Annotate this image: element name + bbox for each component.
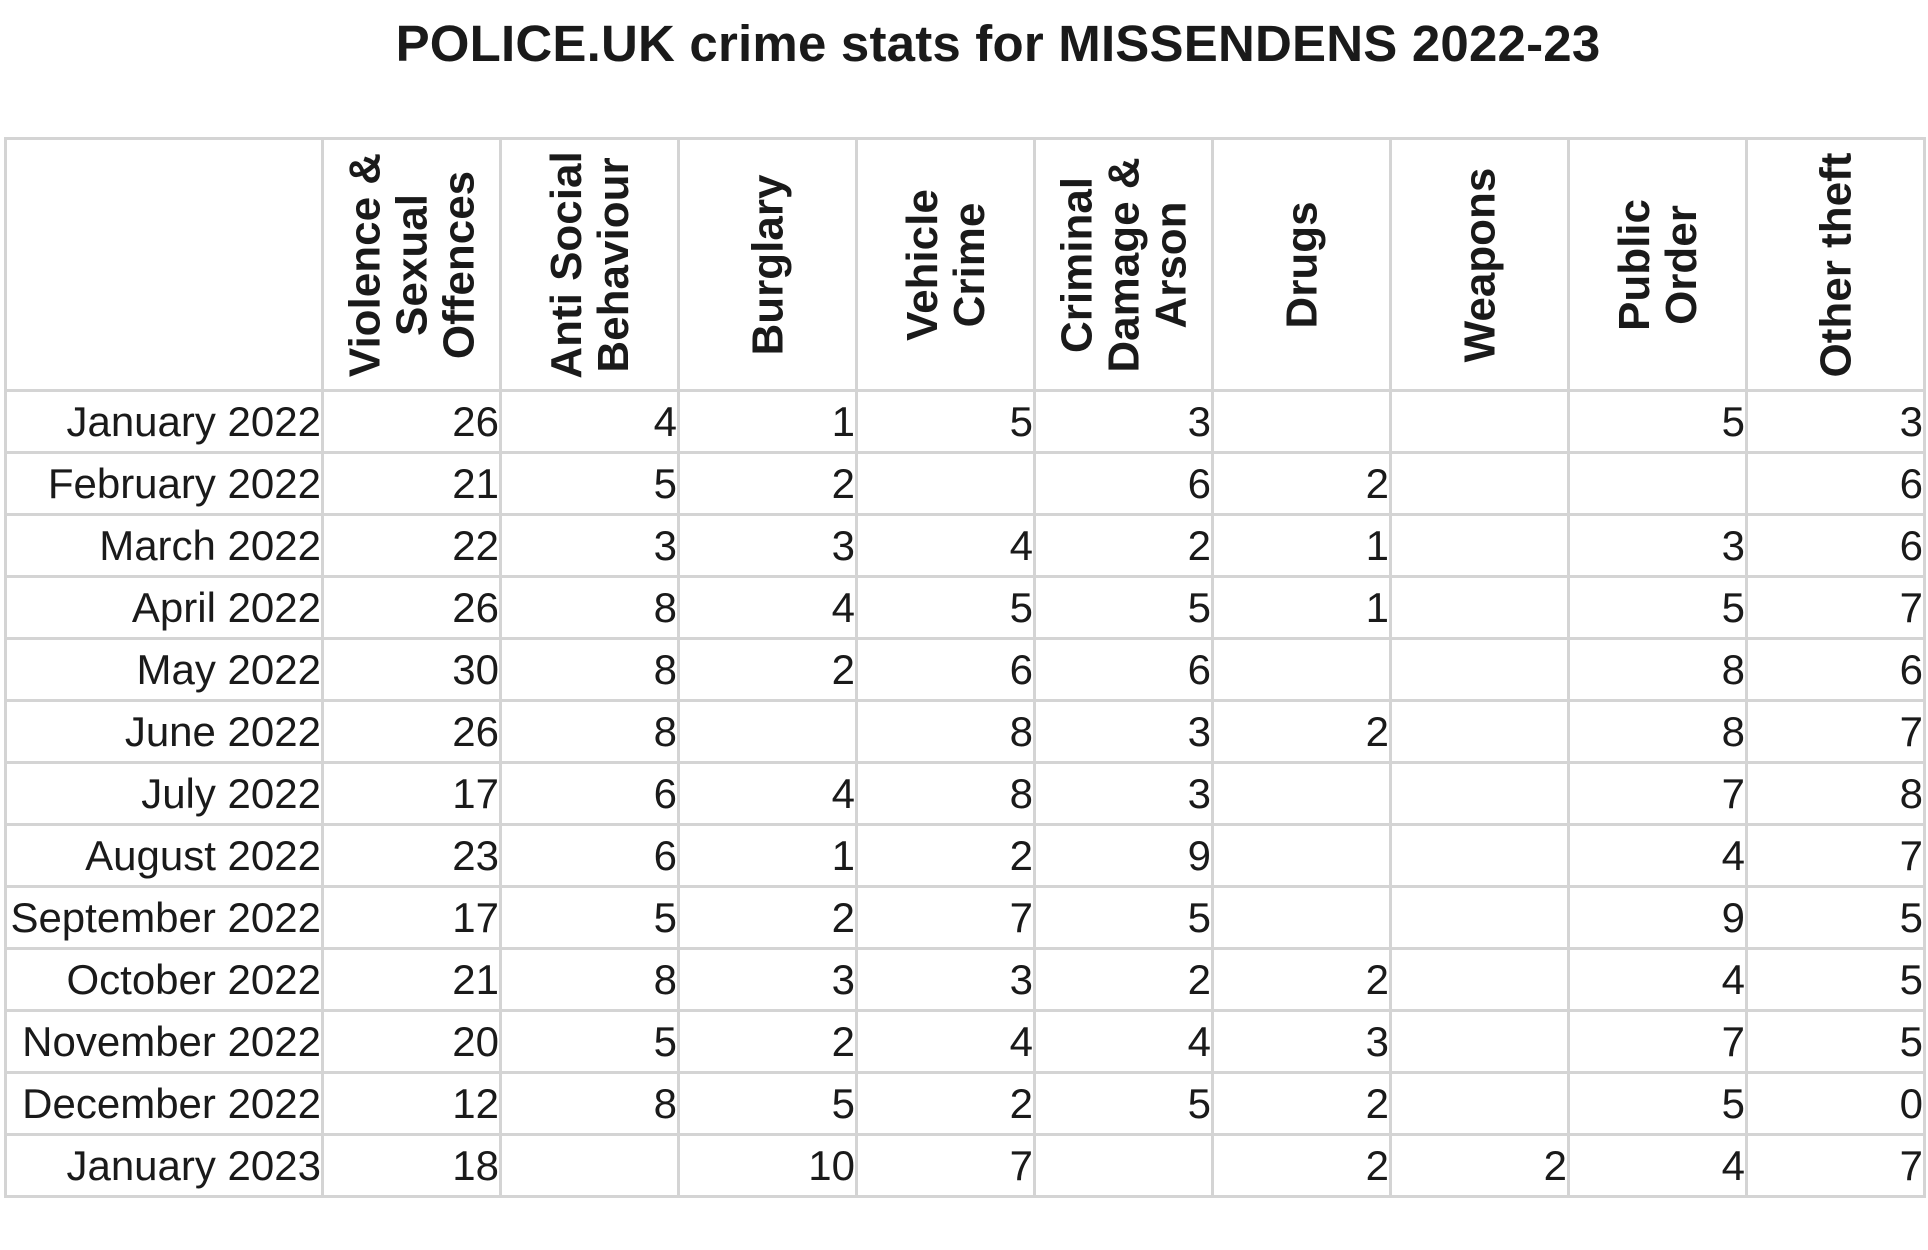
data-cell: 3 xyxy=(1035,701,1213,763)
data-cell: 4 xyxy=(501,391,679,453)
data-cell xyxy=(1391,949,1569,1011)
table-row xyxy=(6,515,1925,577)
data-cell: 12 xyxy=(323,1073,501,1135)
data-cell: 3 xyxy=(1035,763,1213,825)
header-row xyxy=(6,139,1925,391)
table-body xyxy=(6,391,1925,1197)
data-cell: 3 xyxy=(679,515,857,577)
table-row xyxy=(6,453,1925,515)
data-cell: 7 xyxy=(1747,701,1925,763)
column-header xyxy=(1569,139,1747,391)
data-cell: 2 xyxy=(857,825,1035,887)
data-cell: 1 xyxy=(679,825,857,887)
data-cell: 10 xyxy=(679,1135,857,1197)
data-cell: 4 xyxy=(679,577,857,639)
data-cell: 7 xyxy=(1747,825,1925,887)
row-label: June 2022 xyxy=(6,701,323,763)
data-cell: 22 xyxy=(323,515,501,577)
data-cell: 8 xyxy=(857,763,1035,825)
column-header-label: Weapons xyxy=(1455,167,1504,362)
data-cell: 20 xyxy=(323,1011,501,1073)
data-cell: 5 xyxy=(501,887,679,949)
data-cell xyxy=(1391,391,1569,453)
column-header xyxy=(323,139,501,391)
data-cell xyxy=(1391,577,1569,639)
data-cell xyxy=(1391,701,1569,763)
row-label: April 2022 xyxy=(6,577,323,639)
table-row xyxy=(6,825,1925,887)
data-cell: 2 xyxy=(1391,1135,1569,1197)
row-label: February 2022 xyxy=(6,453,323,515)
data-cell: 8 xyxy=(501,949,679,1011)
data-cell xyxy=(679,701,857,763)
row-label: September 2022 xyxy=(6,887,323,949)
table-row xyxy=(6,1011,1925,1073)
data-cell xyxy=(857,453,1035,515)
data-cell: 3 xyxy=(1569,515,1747,577)
row-label: January 2022 xyxy=(6,391,323,453)
data-cell: 5 xyxy=(1569,391,1747,453)
data-cell: 8 xyxy=(857,701,1035,763)
data-cell: 2 xyxy=(1213,701,1391,763)
data-cell: 17 xyxy=(323,763,501,825)
data-cell: 23 xyxy=(323,825,501,887)
data-cell: 2 xyxy=(1213,949,1391,1011)
row-label: December 2022 xyxy=(6,1073,323,1135)
data-cell: 7 xyxy=(1747,577,1925,639)
data-cell: 3 xyxy=(1035,391,1213,453)
data-cell xyxy=(1213,887,1391,949)
table-row xyxy=(6,577,1925,639)
data-cell: 6 xyxy=(857,639,1035,701)
data-cell: 5 xyxy=(1569,577,1747,639)
data-cell: 8 xyxy=(501,577,679,639)
data-cell: 26 xyxy=(323,391,501,453)
data-cell: 8 xyxy=(501,701,679,763)
data-cell: 30 xyxy=(323,639,501,701)
data-cell xyxy=(1213,825,1391,887)
data-cell: 5 xyxy=(501,1011,679,1073)
data-cell: 2 xyxy=(1213,1073,1391,1135)
data-cell: 4 xyxy=(857,1011,1035,1073)
data-cell: 8 xyxy=(1569,639,1747,701)
corner-cell xyxy=(6,139,323,391)
table-row xyxy=(6,1135,1925,1197)
data-cell: 4 xyxy=(857,515,1035,577)
data-cell: 5 xyxy=(1747,949,1925,1011)
data-cell: 7 xyxy=(857,1135,1035,1197)
table-row xyxy=(6,887,1925,949)
data-cell xyxy=(1213,391,1391,453)
row-label: August 2022 xyxy=(6,825,323,887)
data-cell: 8 xyxy=(501,1073,679,1135)
table-row xyxy=(6,763,1925,825)
data-cell xyxy=(1391,763,1569,825)
data-cell: 2 xyxy=(1035,515,1213,577)
data-cell: 4 xyxy=(1569,1135,1747,1197)
data-cell: 3 xyxy=(1213,1011,1391,1073)
data-cell: 4 xyxy=(1569,825,1747,887)
data-cell: 6 xyxy=(1035,453,1213,515)
data-cell: 2 xyxy=(679,1011,857,1073)
data-cell xyxy=(1213,639,1391,701)
data-cell: 26 xyxy=(323,701,501,763)
row-label: May 2022 xyxy=(6,639,323,701)
column-header xyxy=(1213,139,1391,391)
data-cell xyxy=(1391,825,1569,887)
table-row xyxy=(6,1073,1925,1135)
data-cell: 26 xyxy=(323,577,501,639)
column-header xyxy=(1391,139,1569,391)
data-cell: 7 xyxy=(857,887,1035,949)
column-header xyxy=(1035,139,1213,391)
column-header-label: Anti Social Behaviour xyxy=(541,150,638,379)
column-header-label: Other theft xyxy=(1811,152,1860,377)
data-cell: 6 xyxy=(1747,515,1925,577)
data-cell: 1 xyxy=(1213,577,1391,639)
data-cell: 6 xyxy=(1747,453,1925,515)
data-cell: 7 xyxy=(1747,1135,1925,1197)
data-cell: 6 xyxy=(1747,639,1925,701)
data-cell: 7 xyxy=(1569,763,1747,825)
data-cell: 5 xyxy=(1035,1073,1213,1135)
data-cell: 5 xyxy=(501,453,679,515)
data-cell: 3 xyxy=(501,515,679,577)
crime-stats-table xyxy=(4,137,1926,1198)
data-cell: 5 xyxy=(1035,887,1213,949)
data-cell: 5 xyxy=(679,1073,857,1135)
data-cell: 1 xyxy=(1213,515,1391,577)
data-cell xyxy=(1391,639,1569,701)
data-cell xyxy=(1213,763,1391,825)
table-row xyxy=(6,639,1925,701)
column-header-label: Burglary xyxy=(743,174,792,355)
data-cell xyxy=(1569,453,1747,515)
table-row xyxy=(6,391,1925,453)
data-cell xyxy=(1391,1073,1569,1135)
data-cell: 9 xyxy=(1035,825,1213,887)
table-title: POLICE.UK crime stats for MISSENDENS 2022-23 xyxy=(395,15,1601,72)
data-cell: 6 xyxy=(501,763,679,825)
data-cell: 1 xyxy=(679,391,857,453)
row-label: October 2022 xyxy=(6,949,323,1011)
data-cell: 5 xyxy=(1747,1011,1925,1073)
data-cell: 3 xyxy=(857,949,1035,1011)
data-cell: 2 xyxy=(1035,949,1213,1011)
data-cell: 2 xyxy=(1213,453,1391,515)
data-cell: 5 xyxy=(1035,577,1213,639)
data-cell: 0 xyxy=(1747,1073,1925,1135)
data-cell: 3 xyxy=(1747,391,1925,453)
data-cell: 5 xyxy=(857,577,1035,639)
data-cell xyxy=(1391,453,1569,515)
data-cell: 4 xyxy=(1569,949,1747,1011)
data-cell: 4 xyxy=(1035,1011,1213,1073)
row-label: November 2022 xyxy=(6,1011,323,1073)
column-header-label: Drugs xyxy=(1277,200,1326,329)
data-cell: 9 xyxy=(1569,887,1747,949)
data-cell xyxy=(1391,887,1569,949)
data-cell: 21 xyxy=(323,453,501,515)
data-cell: 21 xyxy=(323,949,501,1011)
row-label: July 2022 xyxy=(6,763,323,825)
column-header xyxy=(679,139,857,391)
data-cell: 2 xyxy=(679,887,857,949)
column-header-label: Violence & Sexual Offences xyxy=(340,152,483,377)
data-cell: 2 xyxy=(679,639,857,701)
column-header-label: Vehicle Crime xyxy=(897,188,994,341)
data-cell: 8 xyxy=(501,639,679,701)
data-cell: 8 xyxy=(1569,701,1747,763)
data-cell: 2 xyxy=(679,453,857,515)
column-header xyxy=(501,139,679,391)
data-cell xyxy=(1391,1011,1569,1073)
row-label: March 2022 xyxy=(6,515,323,577)
data-cell: 18 xyxy=(323,1135,501,1197)
table-row xyxy=(6,701,1925,763)
data-cell: 3 xyxy=(679,949,857,1011)
data-cell: 5 xyxy=(1747,887,1925,949)
data-cell: 4 xyxy=(679,763,857,825)
data-cell: 2 xyxy=(1213,1135,1391,1197)
data-cell: 17 xyxy=(323,887,501,949)
column-header-label: Criminal Damage & Arson xyxy=(1052,156,1195,373)
data-cell: 6 xyxy=(501,825,679,887)
column-header xyxy=(857,139,1035,391)
data-cell: 5 xyxy=(1569,1073,1747,1135)
data-cell xyxy=(1391,515,1569,577)
data-cell: 6 xyxy=(1035,639,1213,701)
data-cell: 2 xyxy=(857,1073,1035,1135)
row-label: January 2023 xyxy=(6,1135,323,1197)
data-cell: 8 xyxy=(1747,763,1925,825)
data-cell xyxy=(501,1135,679,1197)
table-row xyxy=(6,949,1925,1011)
column-header xyxy=(1747,139,1925,391)
data-cell: 7 xyxy=(1569,1011,1747,1073)
column-header-label: Public Order xyxy=(1609,198,1706,331)
data-cell xyxy=(1035,1135,1213,1197)
data-cell: 5 xyxy=(857,391,1035,453)
